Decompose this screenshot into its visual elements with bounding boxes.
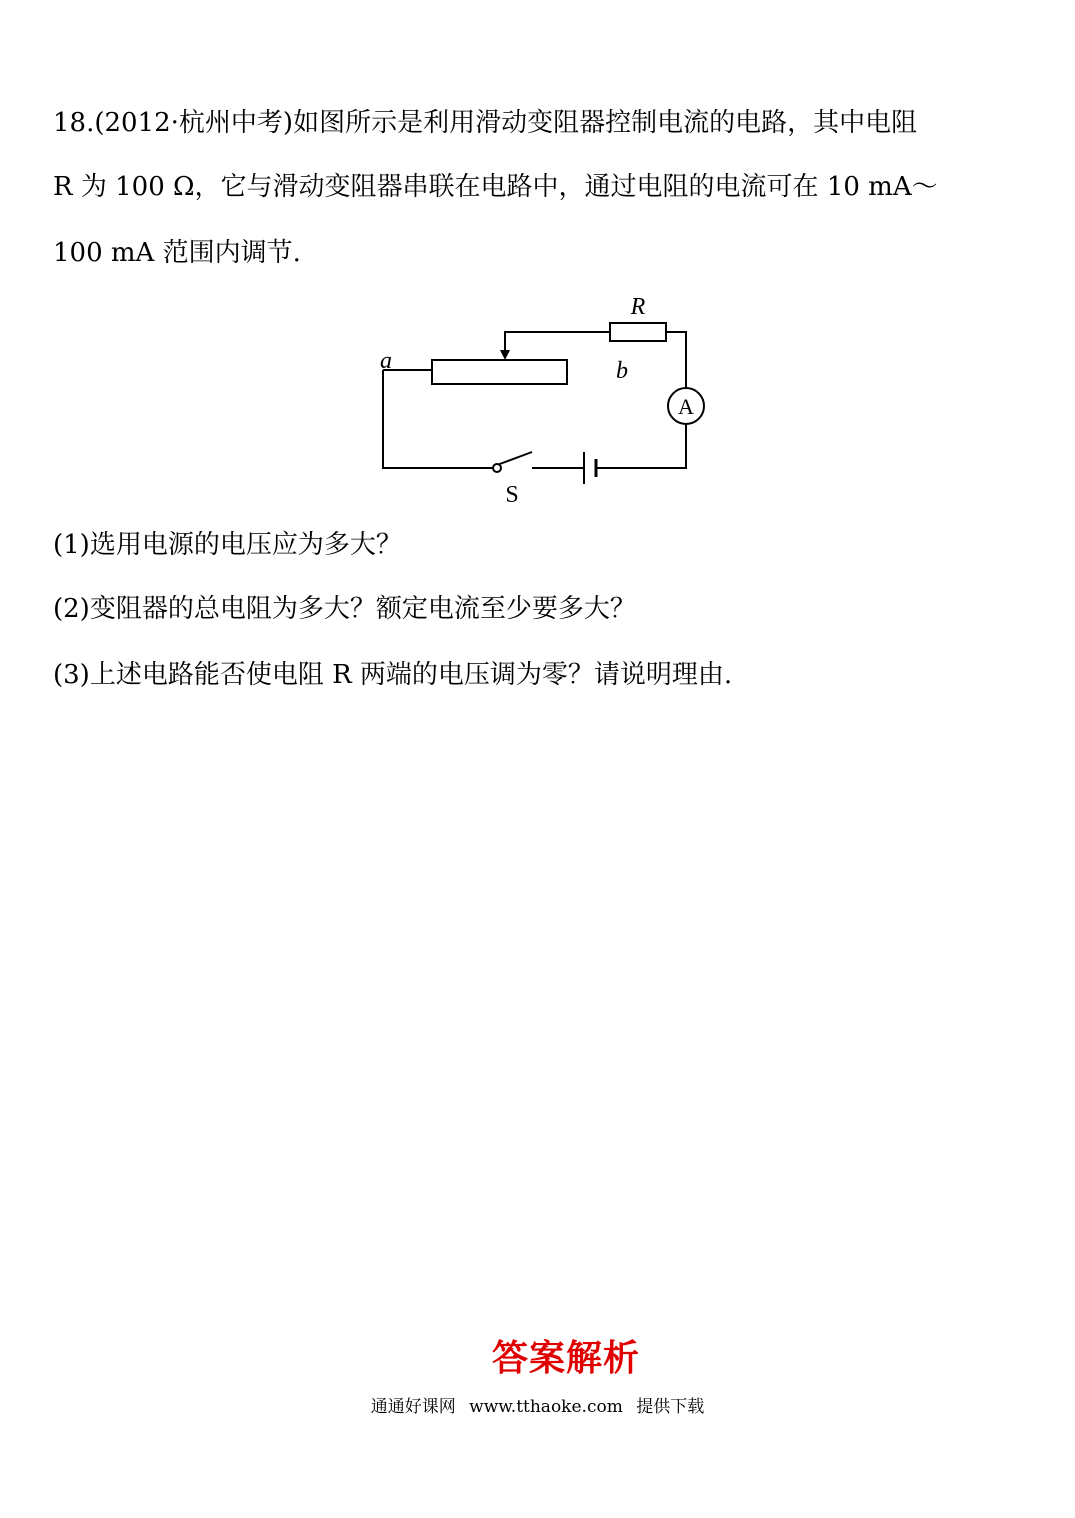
label-a: a — [380, 348, 392, 374]
answer-title: 答案解析 — [491, 1338, 640, 1379]
slider-arrow — [500, 350, 510, 360]
label-A: A — [678, 394, 694, 419]
wire-right-top — [666, 332, 686, 388]
problem-line-1: 18.(2012·杭州中考)如图所示是利用滑动变阻器控制电流的电路，其中电阻 — [53, 108, 918, 138]
problem-line-2: R 为 100 Ω，它与滑动变阻器串联在电路中，通过电阻的电流可在 10 mA～ — [53, 172, 938, 202]
label-R: R — [630, 294, 646, 320]
footer-suffix: 提供下载 — [636, 1397, 705, 1417]
question-1: (1)选用电源的电压应为多大？ — [53, 530, 402, 560]
label-S: S — [505, 482, 519, 508]
question-2: (2)变阻器的总电阻为多大？额定电流至少要多大？ — [53, 594, 636, 624]
circuit-diagram — [360, 282, 720, 512]
rheostat-body — [432, 360, 567, 384]
resistor-R — [610, 323, 666, 341]
footer-url[interactable]: www.tthaoke.com — [469, 1397, 623, 1417]
footer-site-name: 通通好课网 — [370, 1397, 456, 1417]
problem-line-3: 100 mA 范围内调节. — [53, 238, 301, 268]
label-b: b — [616, 358, 628, 384]
footer — [0, 1392, 1075, 1417]
question-3: (3)上述电路能否使电阻 R 两端的电压调为零？请说明理由. — [53, 660, 733, 690]
wire-right-bottom — [596, 424, 686, 468]
switch-pivot — [493, 464, 501, 472]
switch-blade — [497, 452, 532, 465]
slider-wire — [505, 332, 610, 354]
